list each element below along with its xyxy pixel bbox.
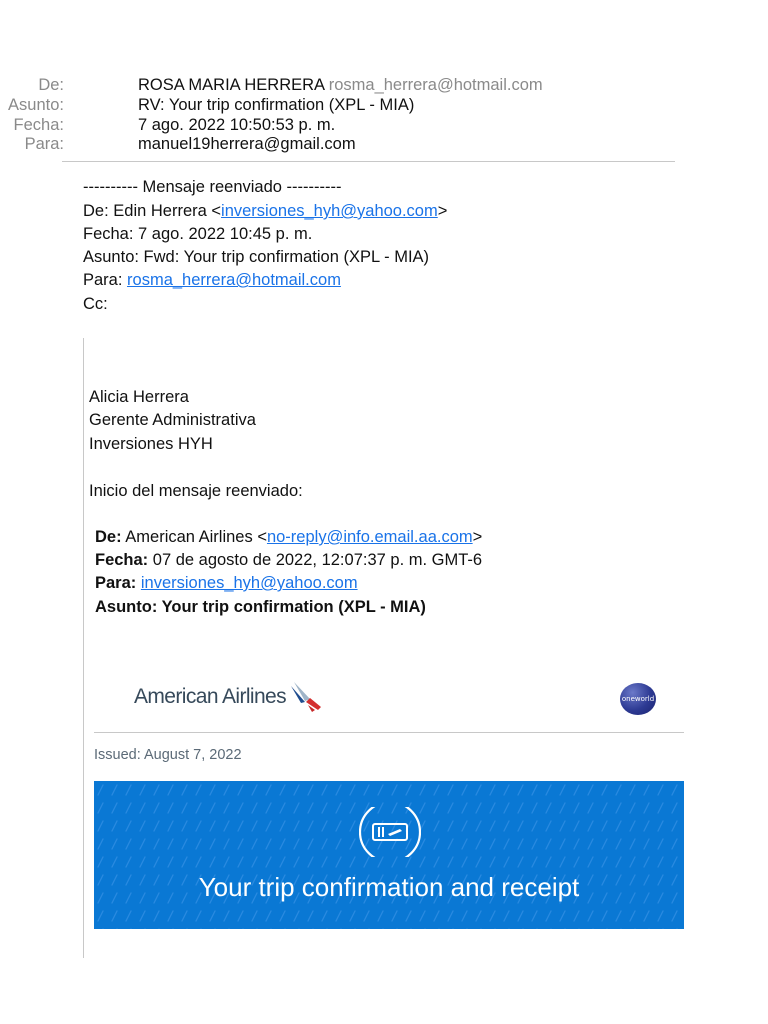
original-subject-label: Asunto: (95, 598, 158, 616)
to-value[interactable]: manuel19herrera@gmail.com (138, 135, 356, 153)
forwarded-subject-line: Asunto: Fwd: Your trip confirmation (XPL - MIA) (83, 248, 430, 266)
header-subject-row (0, 95, 700, 115)
forwarded-to-line (83, 268, 341, 292)
header-date-row (0, 115, 700, 135)
forwarded-from-suffix: > (437, 202, 448, 220)
header-divider (62, 161, 675, 162)
forwarded-separator: ---------- Mensaje reenviado ---------- (83, 178, 342, 196)
original-subject-line (95, 595, 426, 619)
subject-value: RV: Your trip confirmation (XPL - MIA) (138, 96, 415, 114)
forwarded-intro: Inicio del mensaje reenviado: (89, 482, 303, 500)
date-value: 7 ago. 2022 10:50:53 p. m. (138, 116, 336, 134)
forwarded-cc-line: Cc: (83, 295, 108, 313)
original-from-prefix: American Airlines < (121, 528, 267, 546)
from-email[interactable]: rosma_herrera@hotmail.com (328, 76, 543, 94)
confirmation-banner (94, 781, 684, 929)
from-value[interactable] (138, 75, 543, 95)
aa-divider (94, 732, 684, 733)
signature-name: Alicia Herrera (89, 388, 189, 406)
subject-label: Asunto: (8, 96, 64, 114)
from-label: De: (38, 76, 64, 94)
oneworld-badge: oneworld (620, 683, 656, 715)
original-subject-value: Your trip confirmation (XPL - MIA) (157, 598, 426, 616)
original-from-email-link[interactable]: no-reply@info.email.aa.com (266, 528, 473, 546)
forwarded-date-line: Fecha: 7 ago. 2022 10:45 p. m. (83, 225, 313, 243)
american-airlines-logo (134, 680, 324, 714)
signature-title: Gerente Administrativa (89, 411, 256, 429)
original-from-label: De: (95, 528, 122, 546)
original-to-email-link[interactable]: inversiones_hyh@yahoo.com (140, 574, 358, 592)
original-date-line (95, 548, 482, 572)
date-label: Fecha: (13, 116, 64, 134)
aa-logo-text: American Airlines (134, 685, 287, 708)
original-to-line (95, 571, 358, 595)
forwarded-to-email-link[interactable]: rosma_herrera@hotmail.com (127, 271, 341, 289)
from-name: ROSA MARIA HERRERA (138, 76, 325, 94)
original-from-suffix: > (472, 528, 483, 546)
header-to-row (0, 134, 700, 154)
original-to-label: Para: (95, 574, 137, 592)
forwarded-from-line (83, 199, 447, 223)
forwarded-from-prefix: De: Edin Herrera < (83, 202, 222, 220)
original-from-line (95, 525, 482, 549)
banner-title: Your trip confirmation and receipt (198, 872, 580, 902)
forwarded-from-email-link[interactable]: inversiones_hyh@yahoo.com (221, 202, 438, 220)
flight-symbol-icon (288, 680, 324, 714)
to-label: Para: (24, 135, 64, 153)
original-date-label: Fecha: (95, 551, 149, 569)
quote-bar (83, 338, 84, 958)
forwarded-to-prefix: Para: (83, 271, 128, 289)
signature-company: Inversiones HYH (89, 435, 213, 453)
issued-date: Issued: August 7, 2022 (94, 747, 242, 763)
ticket-icon (359, 807, 421, 857)
original-date-value: 07 de agosto de 2022, 12:07:37 p. m. GMT-6 (148, 551, 483, 569)
header-from-row (0, 75, 700, 95)
